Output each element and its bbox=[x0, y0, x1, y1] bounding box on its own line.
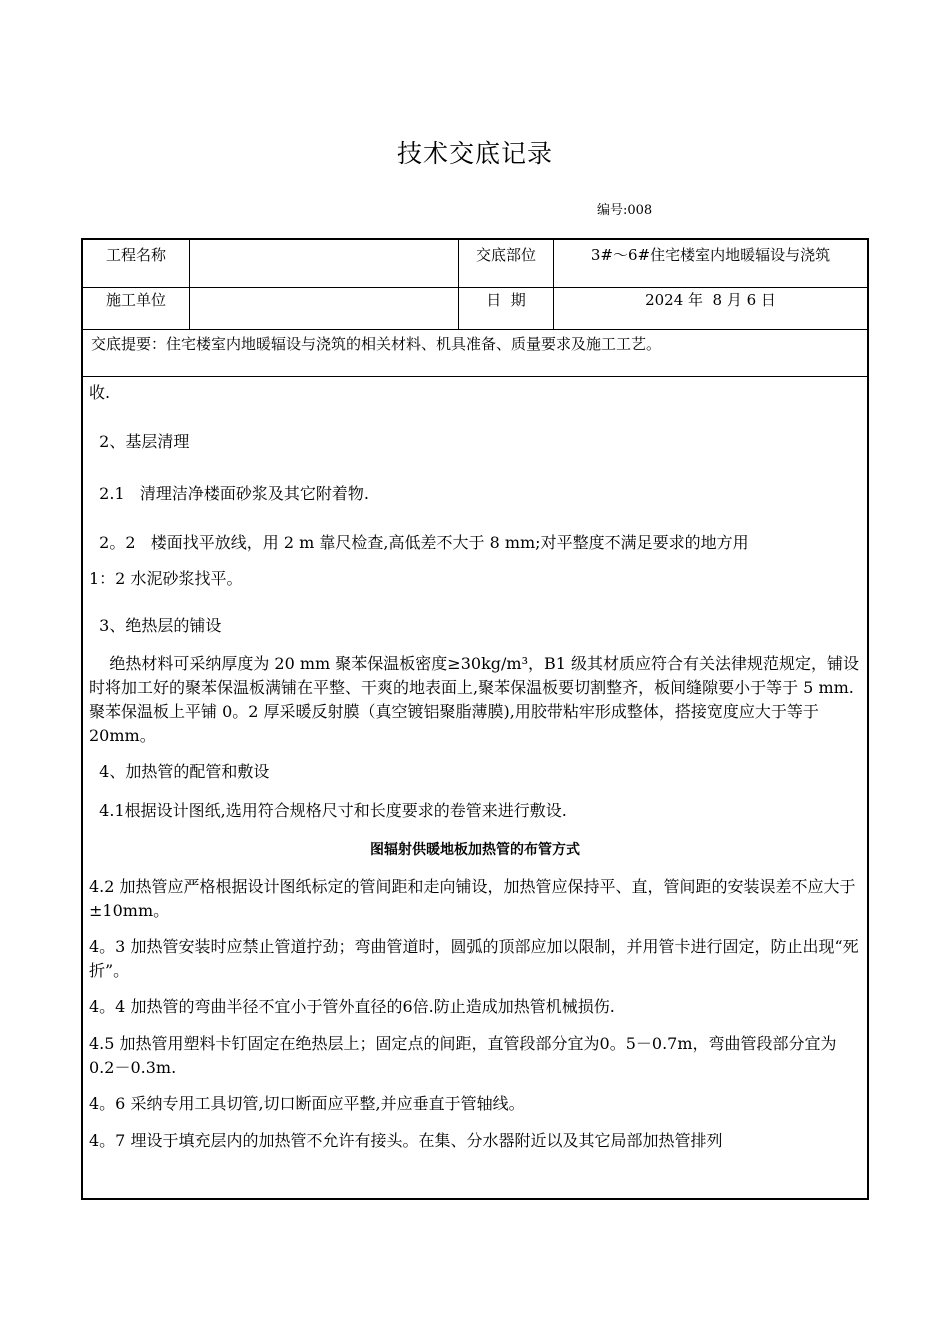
date-label: 日 期 bbox=[486, 291, 526, 309]
paragraph: 4.1根据设计图纸,选用符合规格尺寸和长度要求的卷管来进行敷设. bbox=[89, 801, 567, 820]
paragraph: 4。4 加热管的弯曲半径不宜小于管外直径的6倍.防止造成加热管机械损伤. bbox=[89, 997, 615, 1016]
page-title: 技术交底记录 bbox=[396, 139, 553, 168]
paragraph: 收. bbox=[89, 383, 111, 402]
paragraph: 4.2 加热管应严格根据设计图纸标定的管间距和走向铺设，加热管应保持平、直，管间距的安装误差不应大于±10mm。 bbox=[89, 877, 856, 920]
row-divider bbox=[83, 287, 867, 288]
location-label: 交底部位 bbox=[475, 246, 536, 264]
location-value: 3#～6#住宅楼室内地暖辐设与浇筑 bbox=[590, 246, 831, 264]
row-divider bbox=[83, 329, 867, 330]
document-number: 编号:008 bbox=[597, 203, 653, 218]
col-divider bbox=[189, 240, 190, 329]
paragraph: 绝热材料可采纳厚度为 20 mm 聚苯保温板密度≥30kg/m³，B1 级其材质应符合有关法律规范规定，铺设时将加工好的聚苯保温板满铺在平整、干爽的地表面上,聚苯保温板要切割整齐，板间缝隙要小于等于 5 mm.聚苯保温板上平铺 0。2 厚采暖反射膜（真空镀铝聚脂薄膜),用胶带粘牢形成整体，搭接宽度应大于等于 20mm。 bbox=[89, 654, 860, 745]
body-content bbox=[89, 377, 861, 1153]
paragraph: 4.5 加热管用塑料卡钉固定在绝热层上；固定点的间距，直管段部分宜为0。5－0.7m，弯曲管段部分宜为0.2－0.3m. bbox=[89, 1034, 837, 1077]
date-value: 2024 年 8 月 6 日 bbox=[645, 291, 776, 309]
paragraph: 4。3 加热管安装时应禁止管道拧劲；弯曲管道时，圆弧的顶部应加以限制，并用管卡进行固定，防止出现“死折”。 bbox=[89, 937, 859, 980]
summary-text: 交底提要：住宅楼室内地暖辐设与浇筑的相关材料、机具准备、质量要求及施工工艺。 bbox=[91, 335, 662, 353]
section-heading: 3、绝热层的铺设 bbox=[89, 616, 222, 635]
paragraph: 4。7 埋设于填充层内的加热管不允许有接头。在集、分水器附近以及其它局部加热管排列 bbox=[89, 1131, 723, 1150]
paragraph: 4。6 采纳专用工具切管,切口断面应平整,并应垂直于管轴线。 bbox=[89, 1094, 525, 1113]
figure-caption: 图辐射供暖地板加热管的布管方式 bbox=[370, 842, 580, 858]
record-table bbox=[81, 238, 869, 1200]
project-name-label: 工程名称 bbox=[105, 246, 166, 264]
contractor-label: 施工单位 bbox=[105, 291, 166, 309]
paragraph: 1：2 水泥砂浆找平。 bbox=[89, 569, 243, 588]
section-heading: 2、基层清理 bbox=[89, 432, 190, 451]
paragraph: 2.1 清理洁净楼面砂浆及其它附着物. bbox=[89, 484, 369, 503]
section-heading: 4、加热管的配管和敷设 bbox=[89, 762, 270, 781]
paragraph: 2。2 楼面找平放线，用 2 m 靠尺检查,高低差不大于 8 mm;对平整度不满足要求的地方用 bbox=[89, 533, 749, 552]
